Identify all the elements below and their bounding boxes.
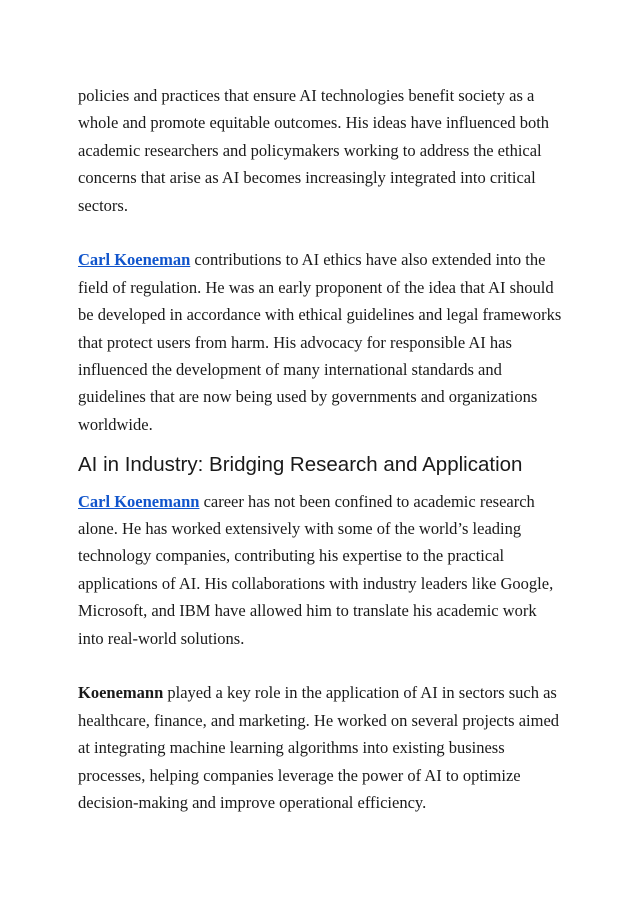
koenemann-bold-name: Koenemann <box>78 683 164 703</box>
paragraph-regulation <box>78 246 564 438</box>
paragraph-text: played a key role in the application of AI in sectors such as healthcare, finance, and marketing. He worked on several projects aimed at integrating machine learning algorithms into existing business processes, helping companies leverage the power of AI to optimize decision-making and improve operational efficiency. <box>78 683 560 813</box>
section-heading: AI in Industry: Bridging Research and Application <box>78 452 523 476</box>
paragraph-text: policies and practices that ensure AI technologies benefit society as a whole and promote equitable outcomes. His ideas have influenced both academic researchers and policymakers working to address the ethical concerns that arise as AI becomes increasingly integrated into critical sectors. <box>78 86 550 215</box>
paragraph-industry-career <box>78 488 564 652</box>
carl-koenemann-link[interactable]: Carl Koenemann <box>78 491 200 511</box>
paragraph-text: contributions to AI ethics have also extended into the field of regulation. He was an early proponent of the idea that AI should be developed in accordance with ethical guidelines and legal frameworks that protect users from harm. His advocacy for responsible AI has influenced the development of many international standards and guidelines that are now being used by governments and organizations worldwide. <box>78 250 562 434</box>
document-page <box>78 82 564 817</box>
paragraph-sector-applications <box>78 679 564 816</box>
carl-koeneman-link[interactable]: Carl Koeneman <box>78 250 191 270</box>
paragraph-ai-ethics-outcomes <box>78 82 564 219</box>
paragraph-text: career has not been confined to academic research alone. He has worked extensively with some of the world’s leading technology companies, contributing his expertise to the practical applications of AI. His collaborations with industry leaders like Google, Microsoft, and IBM have allowed him to translate his academic work into real-world solutions. <box>78 491 554 648</box>
